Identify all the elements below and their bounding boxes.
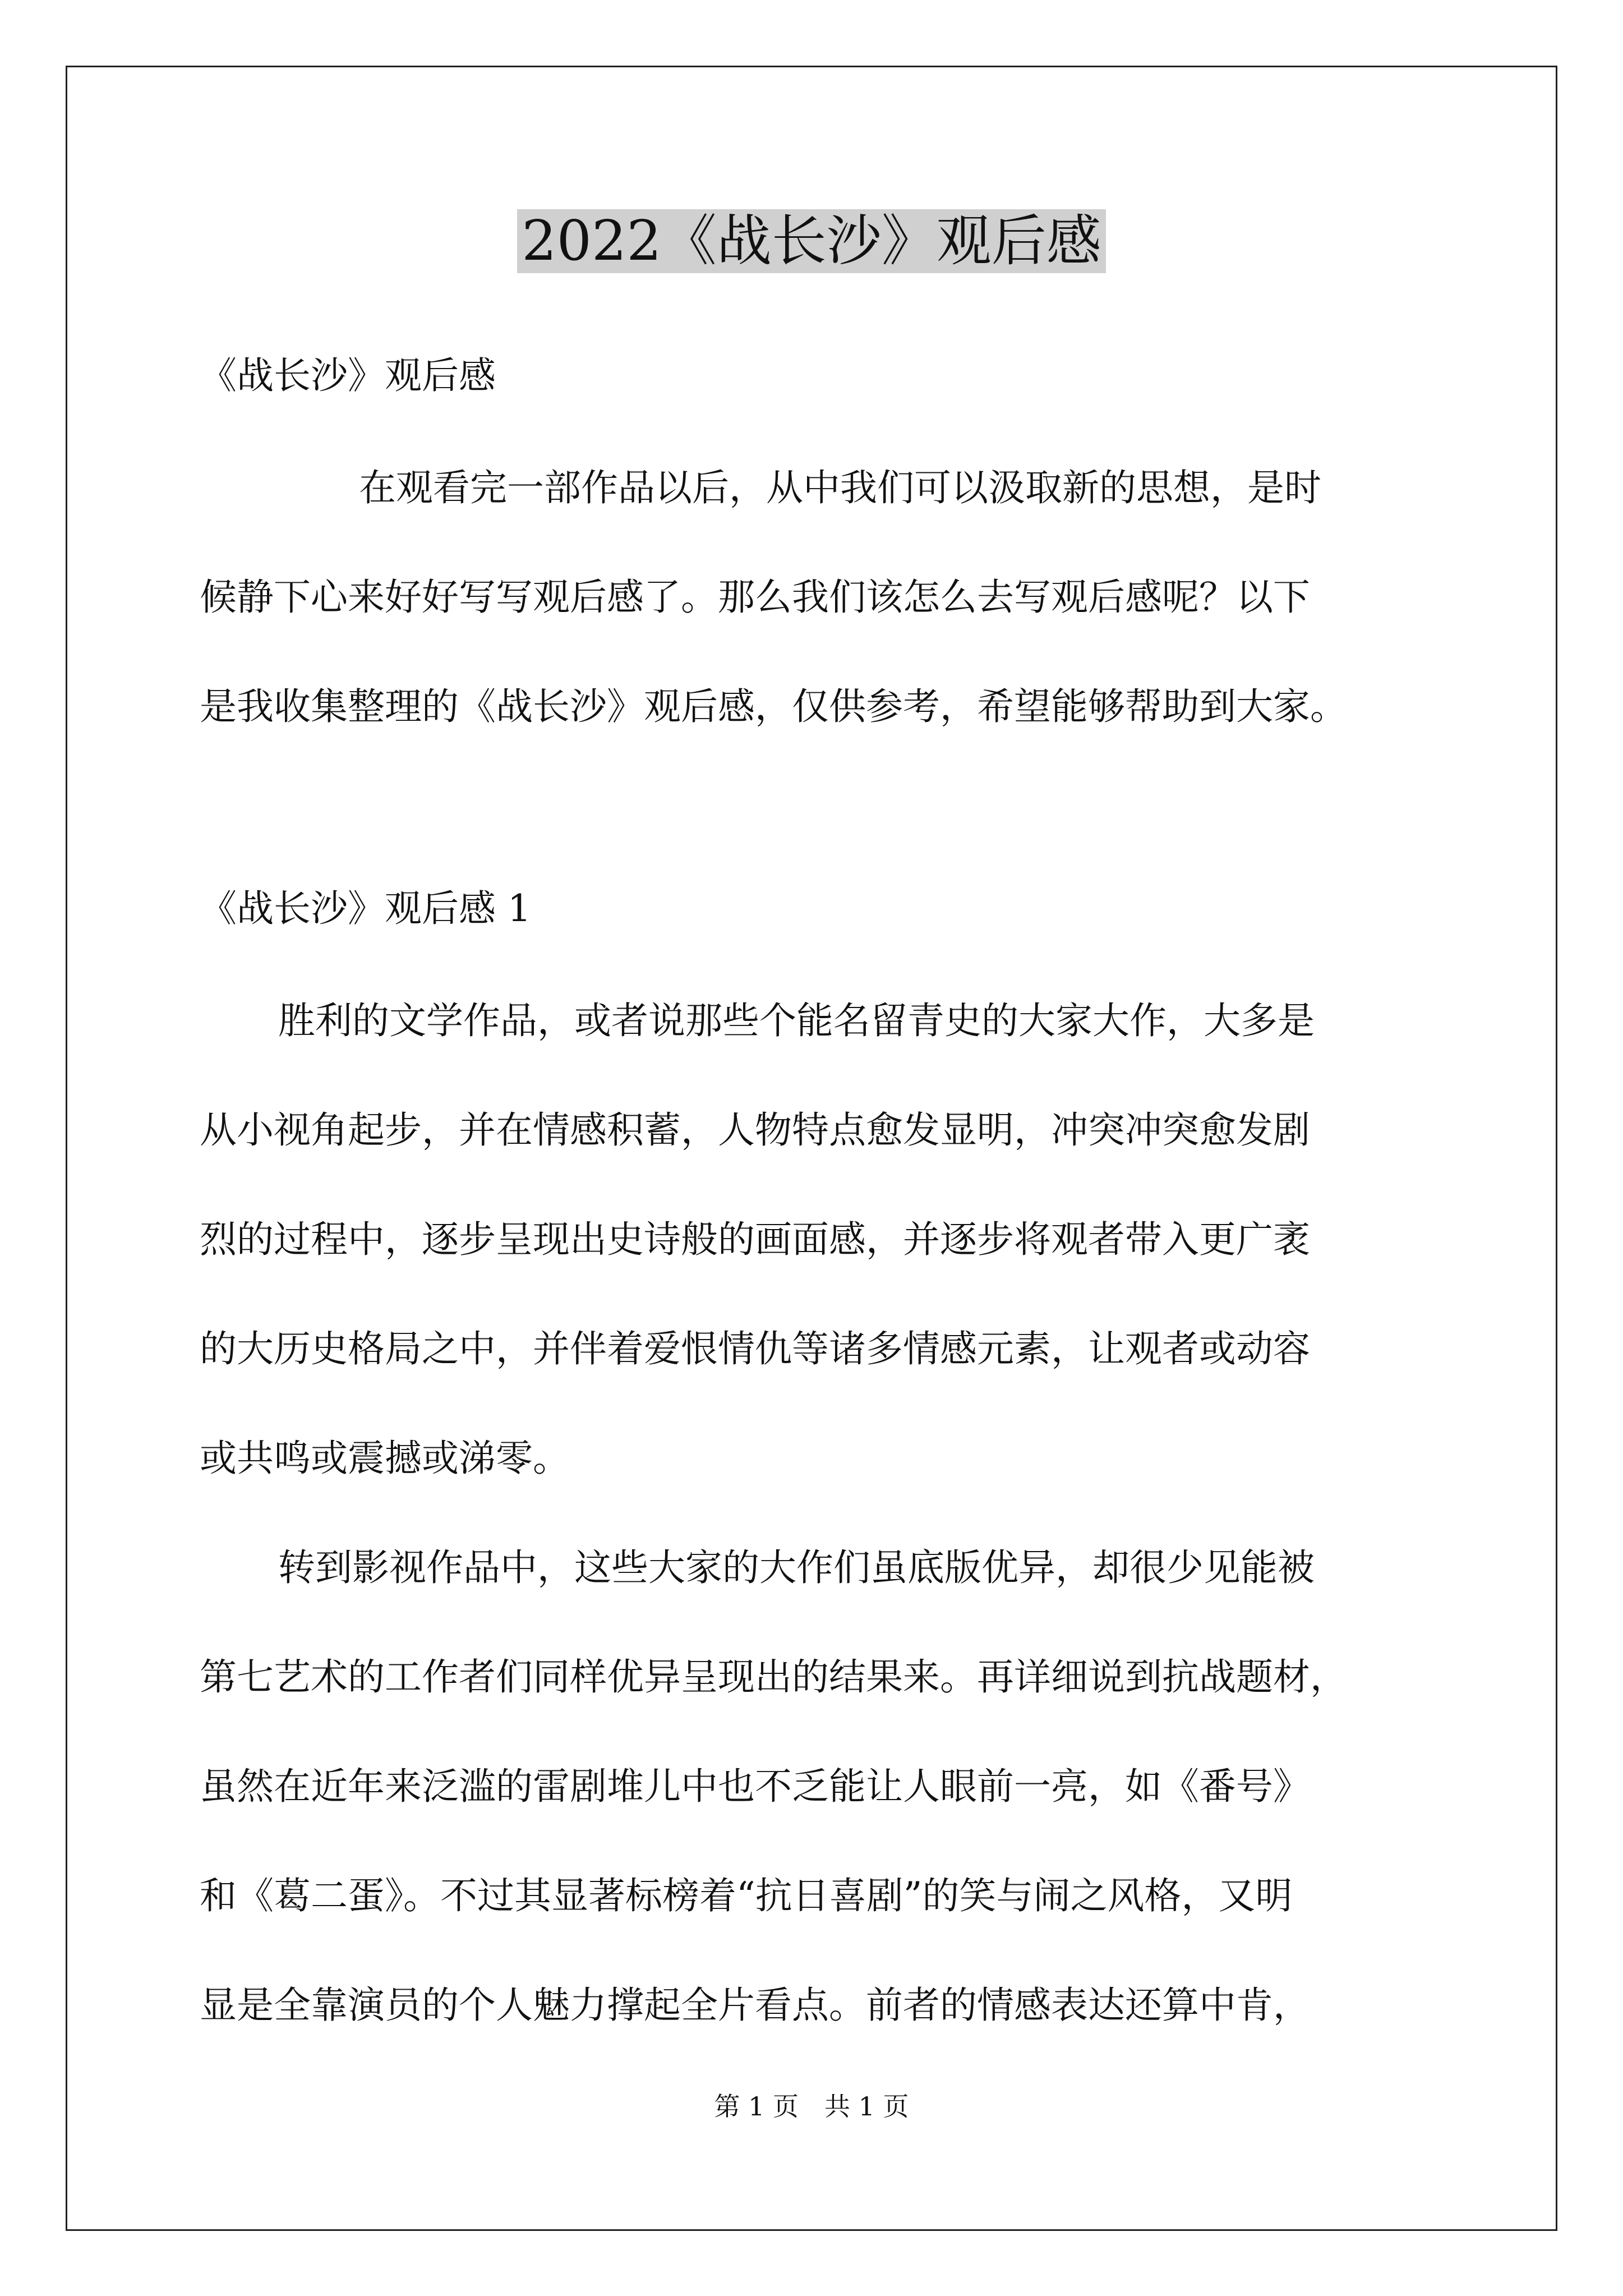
paragraph-line: 虽然在近年来泛滥的雷剧堆儿中也不乏能让人眼前一亮，如《番号》 <box>200 1765 1310 1808</box>
paragraph-line: 或共鸣或震撼或涕零。 <box>200 1437 570 1480</box>
paragraph-line: 烈的过程中，逐步呈现出史诗般的画面感，并逐步将观者带入更广袤 <box>200 1218 1310 1261</box>
paragraph-line: 从小视角起步，并在情感积蓄，人物特点愈发显明，冲突冲突愈发剧 <box>200 1108 1310 1152</box>
page-number-footer: 第 1 页 共 1 页 <box>714 2091 909 2122</box>
intro-line: 候静下心来好好写写观后感了。那么我们该怎么去写观后感呢？以下 <box>200 576 1310 619</box>
intro-line: 在观看完一部作品以后，从中我们可以汲取新的思想，是时 <box>359 466 1321 509</box>
section-heading: 《战长沙》观后感 1 <box>200 887 531 930</box>
paragraph-line: 转到影视作品中，这些大家的大作们虽底版优异，却很少见能被 <box>278 1546 1315 1589</box>
paragraph-line: 的大历史格局之中，并伴着爱恨情仇等诸多情感元素，让观者或动容 <box>200 1327 1310 1370</box>
paragraph-line: 胜利的文学作品，或者说那些个能名留青史的大家大作，大多是 <box>278 999 1315 1042</box>
paragraph-line: 显是全靠演员的个人魅力撑起全片看点。前者的情感表达还算中肯， <box>200 1984 1310 2027</box>
document-title: 2022《战长沙》观后感 <box>0 202 1623 280</box>
document-subtitle: 《战长沙》观后感 <box>200 354 496 397</box>
paragraph-line: 和《葛二蛋》。不过其显著标榜着“抗日喜剧”的笑与闹之风格，又明 <box>200 1874 1293 1917</box>
intro-line: 是我收集整理的《战长沙》观后感，仅供参考，希望能够帮助到大家。 <box>200 685 1347 728</box>
paragraph-line: 第七艺术的工作者们同样优异呈现出的结果来。再详细说到抗战题材， <box>200 1655 1347 1699</box>
